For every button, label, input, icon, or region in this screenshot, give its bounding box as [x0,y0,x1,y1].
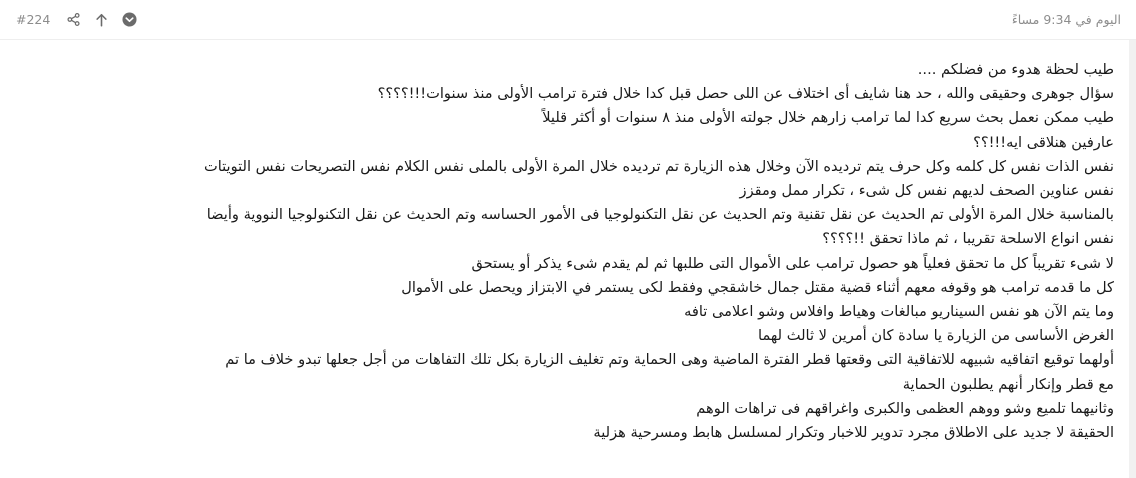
post-line: عارفين هنلاقى ايه!!!؟؟ [973,133,1114,151]
post-line: سؤال جوهرى وحقيقى والله ، حد هنا شايف أى اختلاف عن اللى حصل قبل كدا خلال فترة ترامب الأولى منذ سنوات!!!؟؟؟؟ [377,85,1114,103]
post-line: طيب لحظة هدوء من فضلكم .... [917,61,1114,78]
post-line: طيب ممكن نعمل بحث سريع كدا لما ترامب زارهم خلال جولته الأولى منذ ٨ سنوات أو أكثر قليلاً [542,109,1114,127]
post-header [0,0,1136,40]
post-number-link[interactable]: #224 [16,12,51,27]
post-line: الغرض الأساسى من الزيارة يا سادة كان أمرين لا ثالث لهما [758,327,1114,345]
post-line: كل ما قدمه ترامب هو وقوفه معهم أثناء قضية مقتل جمال خاشقجي وفقط لكى يستمر في الابتزاز ويحصل على الأموال [401,278,1114,296]
post-line: نفس عناوين الصحف لديهم نفس كل شىء ، تكرار ممل ومقزز [739,182,1114,200]
chevron-down-circle-icon[interactable] [120,11,138,29]
post-actions [16,11,148,29]
post-line: وثانيهما تلميع وشو ووهم العظمى والكبرى واغراقهم فى تراهات الوهم [696,399,1114,417]
post-line: نفس انواع الاسلحة تقريبا ، ثم ماذا تحقق !!؟؟؟؟ [822,230,1114,248]
post-line: نفس الذات نفس كل كلمه وكل حرف يتم ترديده الآن وخلال هذه الزيارة تم ترديده خلال المرة الأولى بالملى نفس الكلام نفس التصريحات نفس التويتات [203,157,1114,175]
share-icon[interactable] [64,11,82,29]
post-line: وما يتم الآن هو نفس السيناريو مبالغات وهياط وافلاس وشو اعلامى تافه [684,303,1114,321]
post-line: مع قطر وإنكار أنهم يطلبون الحماية [902,375,1114,393]
post-line: لا شىء تقريباً كل ما تحقق فعلياً هو حصول ترامب على الأموال التى طلبها ثم لم يقدم شىء يذكر أو يستحق [471,254,1114,272]
post-line: أولهما توقيع اتفاقيه شبيهه للاتفاقية التى وقعتها قطر الفترة الماضية وهى الحماية وتم تغليف الزيارة بكل تلك التفاهات من أجل جعلها تبدو خلاف ما تم [225,351,1114,369]
arrow-up-icon[interactable] [92,11,110,29]
scrollbar-track[interactable] [1129,40,1136,478]
post-content [14,58,1114,445]
post-timestamp[interactable]: اليوم في 9:34 مساءً [1011,12,1121,27]
post-line: الحقيقة لا جديد على الاطلاق مجرد تدوير للاخبار وتكرار لمسلسل هابط ومسرحية هزلية [593,424,1114,442]
post-line: بالمناسبة خلال المرة الأولى تم الحديث عن نقل تقنية وتم الحديث عن نقل التكنولوجيا فى الأمور الحساسه وتم الحديث عن نقل التكنولوجيا النووية وأيضا [206,206,1114,224]
